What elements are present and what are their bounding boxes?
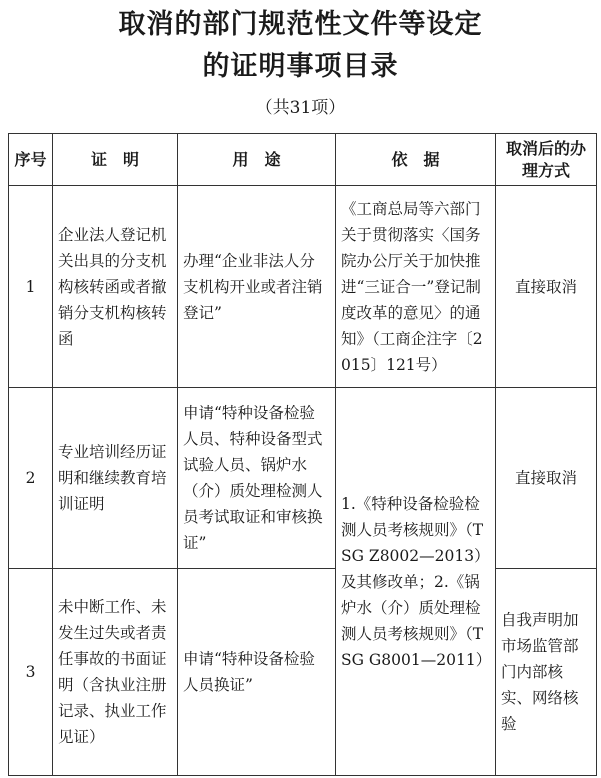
header-purpose: 用 途 [178,134,336,186]
item-count: （共31项） [255,98,346,118]
handling-cell: 直接取消 [496,186,597,388]
header-basis: 依 据 [336,134,496,186]
purpose-cell: 申请“特种设备检验人员、特种设备型式试验人员、锅炉水（介）质处理检测人员考试取证和审核换证” [178,388,336,568]
header-proof: 证 明 [53,134,178,186]
handling-cell: 直接取消 [496,388,597,568]
table-header-row [9,134,597,186]
proof-cell: 专业培训经历证明和继续教育培训证明 [53,388,178,568]
row-number: 3 [9,568,53,775]
basis-cell: 《工商总局等六部门关于贯彻落实〈国务院办公厅关于加快推进“三证合一”登记制度改革的意见〉的通知》（工商企注字〔2015〕121号） [336,186,496,388]
proof-cell: 企业法人登记机关出具的分支机构核转函或者撤销分支机构核转函 [53,186,178,388]
row-number: 2 [9,388,53,568]
header-number: 序号 [9,134,53,186]
proof-cell: 未中断工作、未发生过失或者责任事故的书面证明（含执业注册记录、执业工作见证） [53,568,178,775]
table-row [9,186,597,388]
purpose-cell: 办理“企业非法人分支机构开业或者注销登记” [178,186,336,388]
document-title-line-2: 的证明事项目录 [202,51,399,82]
header-handling: 取消后的办理方式 [496,134,597,186]
document-title-line-1: 取消的部门规范性文件等设定 [118,9,483,40]
table-row [9,568,597,775]
purpose-cell: 申请“特种设备检验人员换证” [178,568,336,775]
shared-basis-cell: 1.《特种设备检验检测人员考核规则》（TSG Z8002—2013）及其修改单；2.《锅炉水（介）质处理检测人员考核规则》（TSG G8001—2011） [336,388,496,776]
table-row [9,388,597,568]
proof-items-table [8,133,597,776]
handling-cell: 自我声明加市场监管部门内部核实、网络核验 [496,568,597,775]
row-number: 1 [9,186,53,388]
